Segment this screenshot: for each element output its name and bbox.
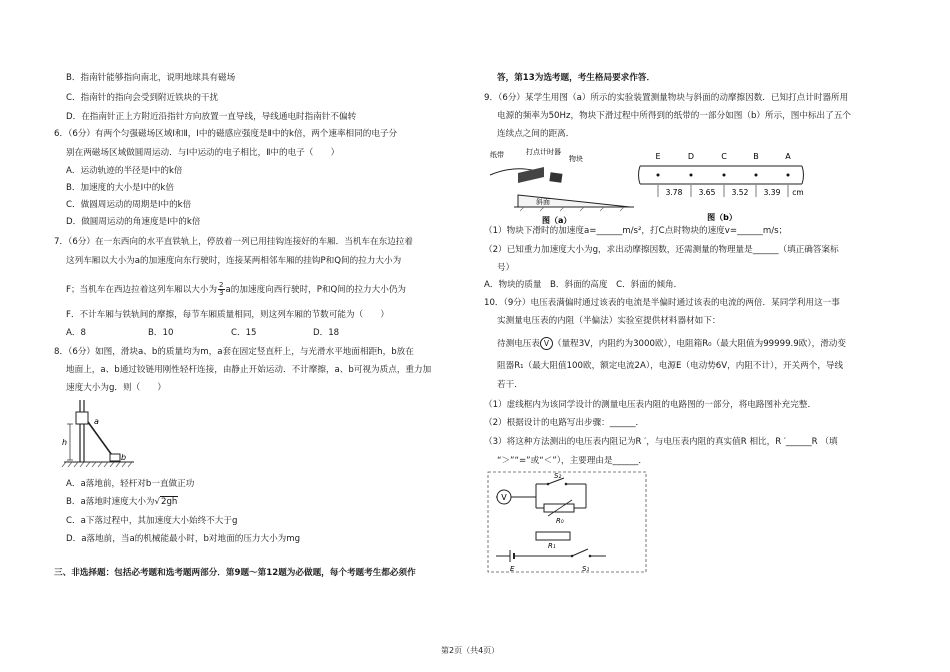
q9-sub-2-line-2: 号）: [497, 263, 515, 273]
q6-option-d: D．做圆周运动的角速度是Ⅰ中的k倍: [66, 217, 201, 227]
fig-b-caption: 图（b）: [707, 213, 737, 222]
q6-stem-line-2: 别在两磁场区域做圆周运动．与Ⅰ中运动的电子相比，Ⅱ中的电子（ ）: [66, 148, 340, 158]
fig-a-label-tape: 纸带: [490, 151, 504, 159]
tape-point-c: C: [721, 152, 727, 161]
section-3-heading: 三、非选择题：包括必考题和选考题两部分．第9题～第12题为必做题，每个考题考生都必须作: [54, 568, 416, 578]
circuit-label-r1: R₁: [548, 542, 556, 550]
voltmeter-symbol: V: [540, 337, 553, 350]
q9-sub-2-line-1: （2）已知重力加速度大小为g，求出动摩擦因数，还需测量的物理量是______（填正确答案标: [484, 245, 839, 255]
q8-figure: [58, 398, 138, 470]
q10-stem-line-2: 实测量电压表的内阻（半偏法）实验室提供材料器材如下：: [497, 316, 721, 326]
q9-sub-2-choices: A．物块的质量 B．斜面的高度 C．斜面的倾角．: [484, 280, 683, 290]
fig-a-label-slope: 斜面: [536, 198, 550, 206]
circuit-diagram: [486, 470, 650, 576]
q10-line-3b: （量程3V，内阻约为3000欧），电阻箱R₀（最大阻值为99999.9欧），滑动变: [552, 339, 846, 349]
sqrt-2gh: 2gh: [161, 497, 178, 507]
q7-option-d: D．18: [313, 328, 340, 338]
q9-figure-a: [484, 143, 634, 225]
tape-point-e: E: [655, 152, 661, 161]
q5-option-d: D．在指南针正上方附近沿指针方向放置一直导线，导线通电时指南针不偏转: [66, 112, 357, 122]
q10-sub-1: （1）虚线框内为该同学设计的测量电压表内阻的电路图的一部分，将电路图补充完整．: [484, 400, 817, 410]
fig-label-b: b: [121, 453, 127, 462]
q8-stem-line-3: 速度大小为g．则（ ）: [66, 383, 166, 393]
q8-stem-line-2: 地面上，a、b通过铰链用刚性轻杆连接，由静止开始运动．不计摩擦，a、b可视为质点，重力加: [66, 365, 432, 375]
fig-a-caption: 图（a）: [542, 216, 572, 225]
q6-stem-line-1: 6．（6分）有两个匀强磁场区域Ⅰ和Ⅱ，Ⅰ中的磁感应强度是Ⅱ中的k倍，两个速率相同的电子分: [54, 129, 398, 139]
q7-option-a: A．8: [66, 328, 86, 338]
q8-stem-line-1: 8．（6分）如图，滑块a、b的质量均为m，a套在固定竖直杆上，与光滑水平地面相距h，b放在: [54, 347, 414, 357]
fig-a-label-timer: 打点计时器: [526, 148, 561, 156]
q9-stem-line-1: 9．（6分）某学生用图（a）所示的实验装置测量物块与斜面的动摩擦因数．已知打点计时器所用: [484, 93, 849, 103]
q8-option-b: B．a落地时速度大小为√2gh: [66, 497, 178, 507]
q10-sub-3-line-2: “＞”“=”或“＜”），主要理由是______．: [497, 456, 647, 466]
q10-line-3: [497, 337, 846, 350]
q7-option-b: B．10: [148, 328, 174, 338]
q5-option-c: C．指南针的指向会受到附近铁块的干扰: [66, 93, 219, 103]
q6-option-a: A．运动轨迹的半径是Ⅰ中的k倍: [66, 166, 183, 176]
q7-stem-line-4: F．不计车厢与铁轨间的摩擦，每节车厢质量相同，则这列车厢的节数可能为（ ）: [66, 310, 389, 320]
q9-stem-line-2: 电源的频率为50Hz，物块下滑过程中所得到的纸带的一部分如图（b）所示，图中标出了五个: [497, 111, 851, 121]
fraction-numerator: 2: [219, 281, 224, 289]
section-3-continued: 答，第13为选考题，考生格局要求作答．: [497, 73, 656, 83]
q9-sub-1: （1）物块下滑时的加速度a=______m/s²，打C点时物块的速度v=______m/s；: [484, 226, 788, 236]
q10-line-5: 若干．: [497, 380, 523, 390]
fraction-two-thirds: [218, 282, 224, 297]
q7-option-c: C．15: [231, 328, 257, 338]
fig-label-a: a: [94, 417, 99, 426]
q9-figure-b: [636, 148, 808, 226]
page-footer: 第2页（共4页）: [441, 646, 500, 655]
tape-distance-ed: 3.78: [665, 188, 683, 197]
circuit-label-s2: S₂: [554, 472, 562, 480]
fig-a-label-block: 物块: [569, 155, 583, 163]
q8-option-c: C．a下落过程中，其加速度大小始终不大于g: [66, 516, 238, 526]
q8-option-b-text: B．a落地时速度大小为: [66, 497, 155, 507]
q10-sub-2: （2）根据设计的电路写出步骤：______．: [484, 418, 645, 428]
q10-sub-3-line-1: （3）将这种方法测出的电压表内阻记为R ′，与电压表内阻的真实值R 相比，R ′______R （填: [484, 437, 838, 447]
q5-option-b: B．指南针能够指向南北，说明地球具有磁场: [66, 73, 236, 83]
tape-point-a: A: [785, 152, 791, 161]
q7-stem-line-3b: a的加速度向西行驶时，P和Q间的拉力大小仍为: [225, 285, 407, 295]
q8-option-a: A．a落地前，轻杆对b一直做正功: [66, 479, 195, 489]
circuit-voltmeter-v: V: [501, 493, 507, 502]
q7-stem-line-3: [66, 280, 406, 300]
fraction-denominator: 3: [219, 289, 224, 297]
tape-point-b: B: [753, 152, 759, 161]
q6-option-b: B．加速度的大小是Ⅰ中的k倍: [66, 183, 174, 193]
q6-option-c: C．做圆周运动的周期是Ⅰ中的k倍: [66, 200, 192, 210]
q10-stem-line-1: 10．（9分）电压表满偏时通过该表的电流是半偏时通过该表的电流的两倍．某同学利用这一事: [484, 298, 840, 308]
q8-option-d: D．a落地前，当a的机械能最小时，b对地面的压力大小为mg: [66, 534, 301, 544]
fig-label-h: h: [62, 438, 68, 447]
tape-point-d: D: [687, 152, 695, 161]
tape-distance-cb: 3.52: [731, 188, 749, 197]
q10-line-4: 阻器R₁（最大阻值100欧，额定电流2A），电源E（电动势6V，内阻不计），开关两个，导线: [497, 361, 844, 371]
q7-stem-line-3a: F；当机车在西边拉着这列车厢以大小为: [66, 285, 218, 295]
tape-distance-dc: 3.65: [698, 188, 716, 197]
q10-line-3a: 待测电压表: [497, 339, 540, 349]
q7-stem-line-1: 7．（6分）在一东西向的水平直铁轨上，停放着一列已用挂钩连接好的车厢．当机车在东边拉着: [54, 237, 413, 247]
q7-stem-line-2: 这列车厢以大小为a的加速度向东行驶时，连接某两相邻车厢的挂钩P和Q间的拉力大小为: [66, 256, 402, 266]
tape-unit: cm: [792, 188, 804, 197]
circuit-label-r0: R₀: [556, 517, 564, 525]
circuit-label-e: E: [510, 565, 515, 573]
circuit-label-s1: S₁: [582, 565, 590, 573]
q9-stem-line-3: 连续点之间的距离．: [497, 129, 575, 139]
tape-distance-ba: 3.39: [763, 188, 781, 197]
